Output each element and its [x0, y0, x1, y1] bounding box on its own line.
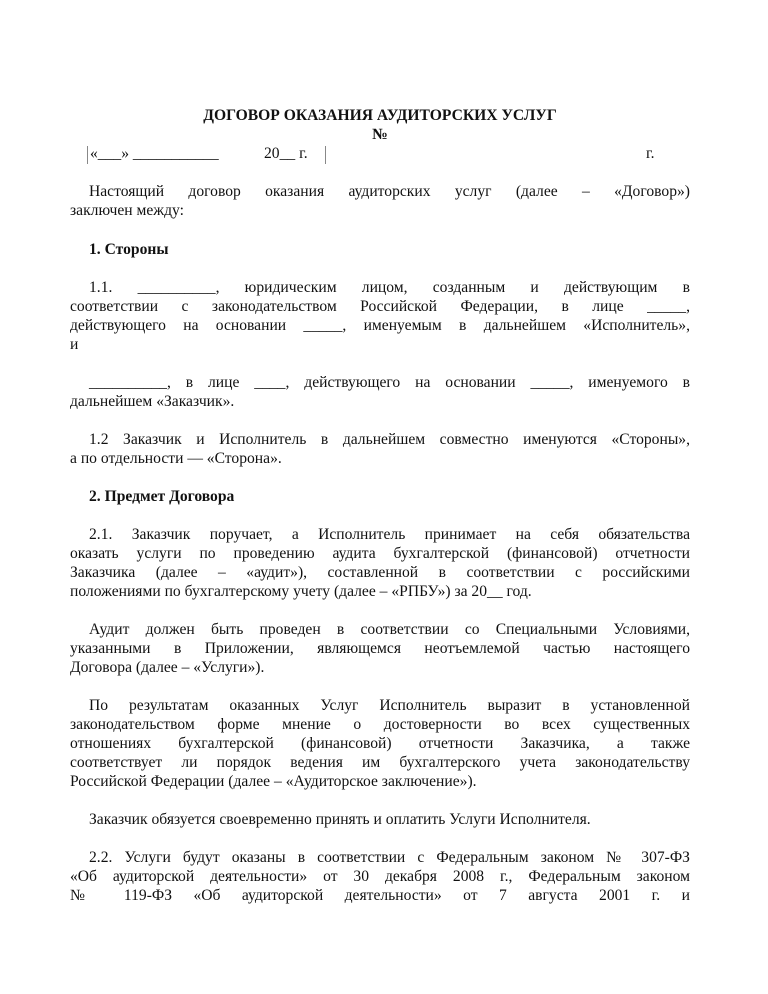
p21-line-4: положениями по бухгалтерскому учету (далее – «РПБУ») за 20__ год.	[70, 583, 532, 600]
date-city: г.	[646, 145, 655, 162]
p11-line-1: 1.1. __________, юридическим лицом, созданным и действующим в	[89, 279, 690, 296]
p22-line-2: «Об аудиторской деятельности» от 30 декабря 2008 г., Федеральным законом	[70, 868, 690, 885]
document-title: ДОГОВОР ОКАЗАНИЯ АУДИТОРСКИХ УСЛУГ	[203, 107, 557, 124]
p-audit-line-3: Договора (далее – «Услуги»).	[70, 659, 265, 676]
p11-line-4: и	[70, 336, 79, 353]
p11-line-3: действующего на основании _____, именуемым в дальнейшем «Исполнитель»,	[70, 317, 690, 334]
section-2-heading: 2. Предмет Договора	[89, 488, 235, 505]
p-result-line-5: Российской Федерации (далее – «Аудиторское заключение»).	[70, 773, 477, 790]
p-result-line-2: законодательством форме мнение о достоверности во всех существенных	[70, 716, 690, 733]
text-cursor-left	[87, 146, 88, 164]
p21-line-2: оказать услуги по проведению аудита бухгалтерской (финансовой) отчетности	[70, 545, 690, 562]
p22-line-1: 2.2. Услуги будут оказаны в соответствии с Федеральным законом № 307-ФЗ	[89, 849, 690, 866]
intro-line-1: Настоящий договор оказания аудиторских услуг (далее – «Договор»)	[89, 183, 690, 200]
p-audit-line-1: Аудит должен быть проведен в соответствии со Специальными Условиями,	[89, 621, 690, 638]
document-page	[70, 0, 690, 994]
p21-line-1: 2.1. Заказчик поручает, а Исполнитель принимает на себя обязательства	[89, 526, 690, 543]
p12-line-1: 1.2 Заказчик и Исполнитель в дальнейшем совместно именуются «Стороны»,	[89, 431, 690, 448]
date-year: 20__ г.	[264, 145, 308, 162]
p11-line-2: соответствии с законодательством Российской Федерации, в лице _____,	[70, 298, 690, 315]
intro-line-2: заключен между:	[70, 202, 184, 219]
p11b-line-1: __________, в лице ____, действующего на основании _____, именуемого в	[89, 374, 690, 391]
p-result-line-3: отношениях бухгалтерской (финансовой) отчетности Заказчика, а также	[70, 735, 690, 752]
p22-line-3: № 119-ФЗ «Об аудиторской деятельности» от 7 августа 2001 г. и	[70, 887, 690, 904]
document-number: №	[372, 126, 388, 143]
p-result-line-4: соответствует ли порядок ведения им бухгалтерского учета законодательству	[70, 754, 690, 771]
p-customer-line-1: Заказчик обязуется своевременно принять и оплатить Услуги Исполнителя.	[89, 811, 591, 828]
p21-line-3: Заказчика (далее – «аудит»), составленной в соответствии с российскими	[70, 564, 690, 581]
p11b-line-2: дальнейшем «Заказчик».	[70, 393, 235, 410]
p-result-line-1: По результатам оказанных Услуг Исполнитель выразит в установленной	[89, 697, 690, 714]
text-cursor-right	[325, 146, 326, 164]
p12-line-2: а по отдельности — «Сторона».	[70, 450, 282, 467]
date-day-month: «___» ___________	[90, 145, 219, 162]
section-1-heading: 1. Стороны	[89, 241, 169, 258]
p-audit-line-2: указанными в Приложении, являющемся неотъемлемой частью настоящего	[70, 640, 690, 657]
